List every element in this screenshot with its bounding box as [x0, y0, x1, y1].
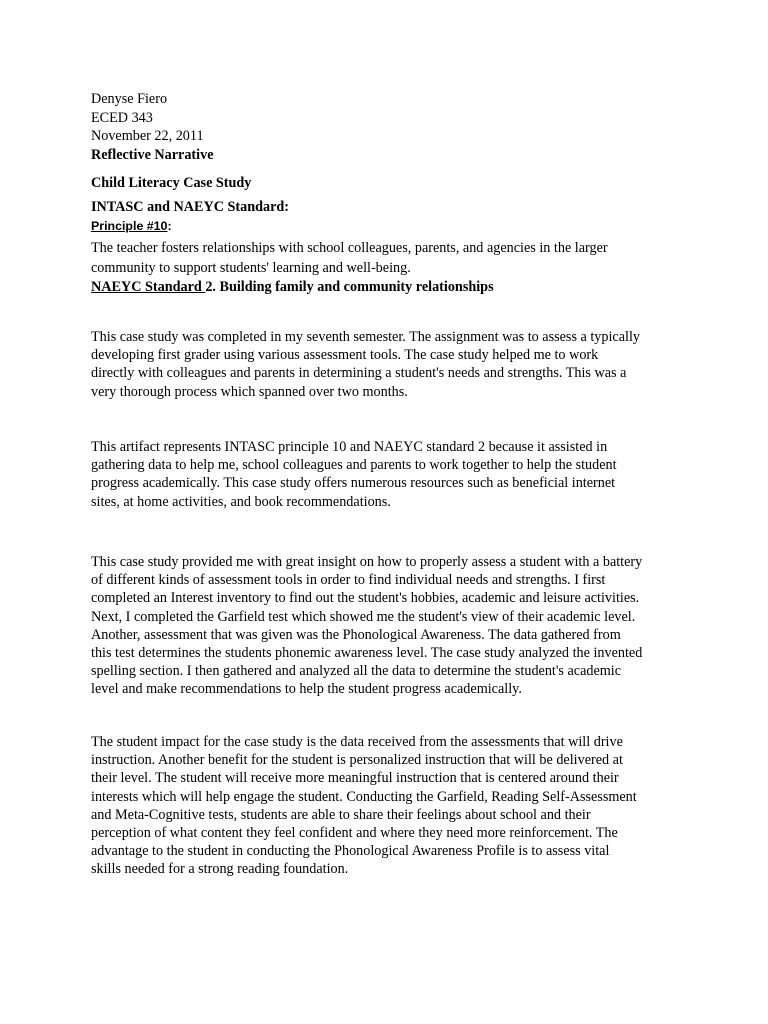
paragraph-line: spelling section. I then gathered and analyzed all the data to determine the student's academic	[91, 663, 622, 680]
principle-colon: :	[167, 219, 172, 233]
principle-line: The teacher fosters relationships with school colleagues, parents, and agencies in the larger	[91, 240, 608, 256]
paragraph-line: progress academically. This case study offers numerous resources such as beneficial internet	[91, 475, 616, 492]
principle-heading	[91, 219, 172, 233]
paragraph-line: interests which will help engage the student. Conducting the Garfield, Reading Self-Assessment	[91, 788, 637, 805]
paragraph-line: perception of what content they feel confident and where they need more reinforcement. The	[91, 825, 618, 842]
paragraph-line: The student impact for the case study is the data received from the assessments that will drive	[91, 734, 623, 750]
standard-heading: INTASC and NAEYC Standard:	[91, 199, 290, 215]
paragraph-line: directly with colleagues and parents in determining a student's needs and strengths. This was a	[91, 365, 627, 382]
paragraph-line: and Meta-Cognitive tests, students are able to share their feelings about school and their	[91, 806, 591, 823]
paragraph-line: skills needed for a strong reading foundation.	[91, 861, 349, 878]
naeyc-standard-heading	[91, 279, 494, 296]
paragraph-line: gathering data to help me, school colleagues and parents to work together to help the student	[91, 457, 617, 474]
paragraph-line: This case study provided me with great insight on how to properly assess a student with a battery	[91, 554, 643, 570]
paragraph-4	[91, 733, 691, 879]
document-date: November 22, 2011	[91, 128, 204, 144]
paragraph-line: of different kinds of assessment tools in order to find individual needs and strengths. I first	[91, 572, 606, 589]
paragraph-line: instruction. Another benefit for the student is personalized instruction that will be delivered at	[91, 752, 623, 769]
paragraph-line: developing first grader using various assessment tools. The case study helped me to work	[91, 347, 599, 364]
paragraph-line: Another, assessment that was given was the Phonological Awareness. The data gathered from	[91, 626, 621, 643]
principle-label: Principle #10	[91, 219, 168, 233]
principle-description	[91, 238, 681, 278]
document-header	[91, 90, 691, 164]
paragraph-line: advantage to the student in conducting the Phonological Awareness Profile is to assess vital	[91, 843, 610, 860]
naeyc-description: 2. Building family and community relationships	[205, 279, 494, 295]
paragraph-line: completed an Interest inventory to find out the student's hobbies, academic and leisure activities.	[91, 590, 640, 607]
paragraph-line: level and make recommendations to help the student progress academically.	[91, 681, 522, 698]
paragraph-line: This artifact represents INTASC principle 10 and NAEYC standard 2 because it assisted in	[91, 439, 608, 455]
author-name: Denyse Fiero	[91, 91, 168, 107]
course-code: ECED 343	[91, 109, 153, 126]
naeyc-label: NAEYC Standard	[91, 279, 206, 295]
paragraph-line: sites, at home activities, and book recommendations.	[91, 493, 391, 510]
paragraph-line: this test determines the students phonemic awareness level. The case study analyzed the invented	[91, 645, 643, 662]
paragraph-3	[91, 553, 691, 699]
document-type: Reflective Narrative	[91, 146, 214, 163]
paragraph-line: very thorough process which spanned over two months.	[91, 383, 408, 400]
principle-line: community to support students' learning and well-being.	[91, 260, 411, 276]
paragraph-2	[91, 438, 691, 511]
case-study-title: Child Literacy Case Study	[91, 175, 252, 191]
paragraph-1	[91, 328, 691, 401]
paragraph-line: This case study was completed in my seventh semester. The assignment was to assess a typically	[91, 329, 640, 345]
paragraph-line: Next, I completed the Garfield test which showed me the student's view of their academic level.	[91, 608, 636, 625]
paragraph-line: their level. The student will receive more meaningful instruction that is centered around their	[91, 770, 619, 787]
